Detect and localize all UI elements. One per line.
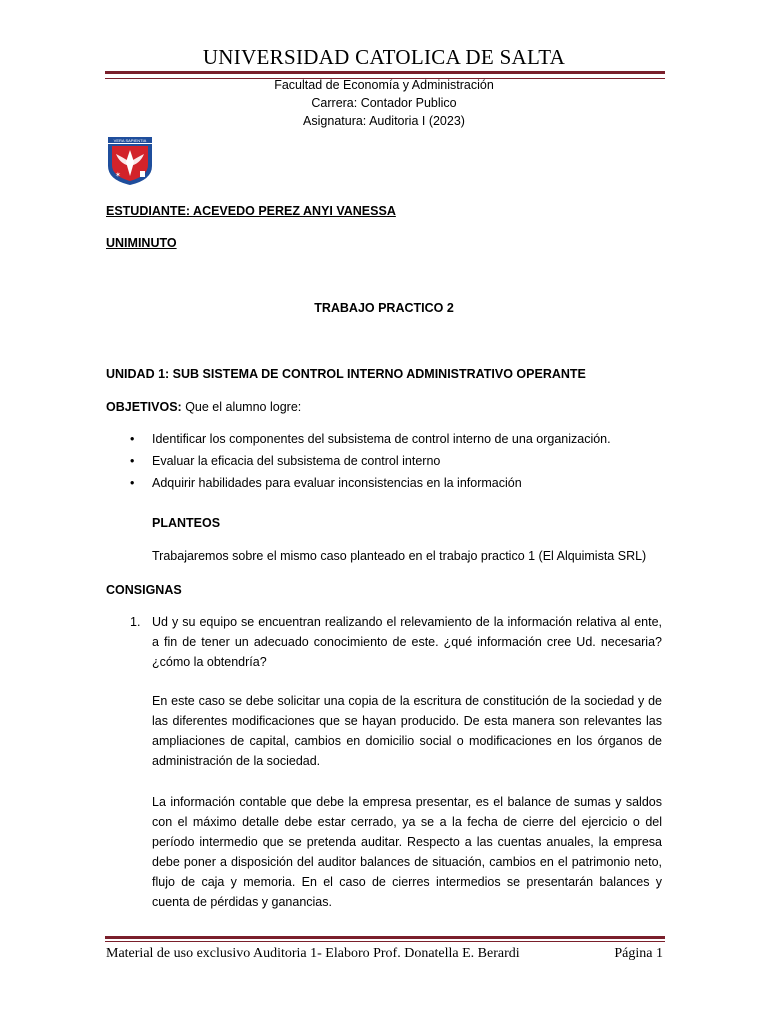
career-line: Carrera: Contador Publico (311, 96, 457, 110)
student-name: ESTUDIANTE: ACEVEDO PEREZ ANYI VANESSA (106, 204, 396, 218)
bullet-icon: • (130, 476, 135, 490)
consignas-heading: CONSIGNAS (106, 583, 182, 597)
institution-name: UNIMINUTO (106, 236, 177, 250)
planteos-text: Trabajaremos sobre el mismo caso planteado en el trabajo practico 1 (El Alquimista SRL) (152, 549, 647, 563)
bullet-icon: • (130, 454, 135, 468)
objectives-intro: Que el alumno logre: (185, 400, 302, 414)
objectives-line (106, 397, 301, 417)
faculty-line: Facultad de Economía y Administración (274, 78, 494, 92)
logo-motto: VERA SAPIENTIA (113, 137, 147, 143)
university-title: UNIVERSIDAD CATOLICA DE SALTA (202, 45, 566, 69)
assignment-title: TRABAJO PRACTICO 2 (314, 301, 454, 315)
answer-paragraph-2: La información contable que debe la empresa presentar, es el balance de sumas y saldos con el máximo detalle debe estar cerrado, ya se a la fecha de cierre del ejercicio o del período intermedio que se pretenda auditar. Respecto a las cuentas anuales, la empresa debe poner a disposición del auditor balances de situación, cambios en el patrimonio neto, flujo de caja y memoria. En el caso de cierres intermedios se presentarán balances y cuenta de pérdidas y ganancias. (152, 795, 662, 909)
answer-paragraph-1: En este caso se debe solicitar una copia de la escritura de constitución de la sociedad y de las diferentes modificaciones que se hayan producido. De esta manera son relevantes las ampliaciones de capital, cambios en domicilio social o modificaciones en los órganos de administración de la sociedad. (152, 694, 662, 768)
bullet-icon: • (130, 432, 135, 446)
footer-credit: Material de uso exclusivo Auditoria 1- Elaboro Prof. Donatella E. Berardi (106, 946, 520, 961)
subject-line: Asignatura: Auditoria I (2023) (303, 114, 465, 128)
objectives-label: OBJETIVOS: (106, 400, 182, 414)
planteos-heading: PLANTEOS (152, 516, 221, 530)
university-logo (106, 136, 154, 186)
unit-heading: UNIDAD 1: SUB SISTEMA DE CONTROL INTERNO ADMINISTRATIVO OPERANTE (106, 367, 586, 381)
objective-item: Evaluar la eficacia del subsistema de control interno (152, 454, 441, 468)
svg-text:✶: ✶ (115, 171, 121, 179)
question-number: 1. (130, 615, 141, 629)
footer-divider (105, 936, 665, 942)
objective-item: Identificar los componentes del subsistema de control interno de una organización. (152, 432, 611, 446)
question-1-text: Ud y su equipo se encuentran realizando el relevamiento de la información relativa al ente, a fin de tener un adecuado conocimiento de este. ¿qué información cree Ud. necesaria? ¿cómo la obtendría? (152, 615, 662, 669)
objective-item: Adquirir habilidades para evaluar inconsistencias en la información (152, 476, 522, 490)
page-number: Página 1 (614, 946, 663, 961)
